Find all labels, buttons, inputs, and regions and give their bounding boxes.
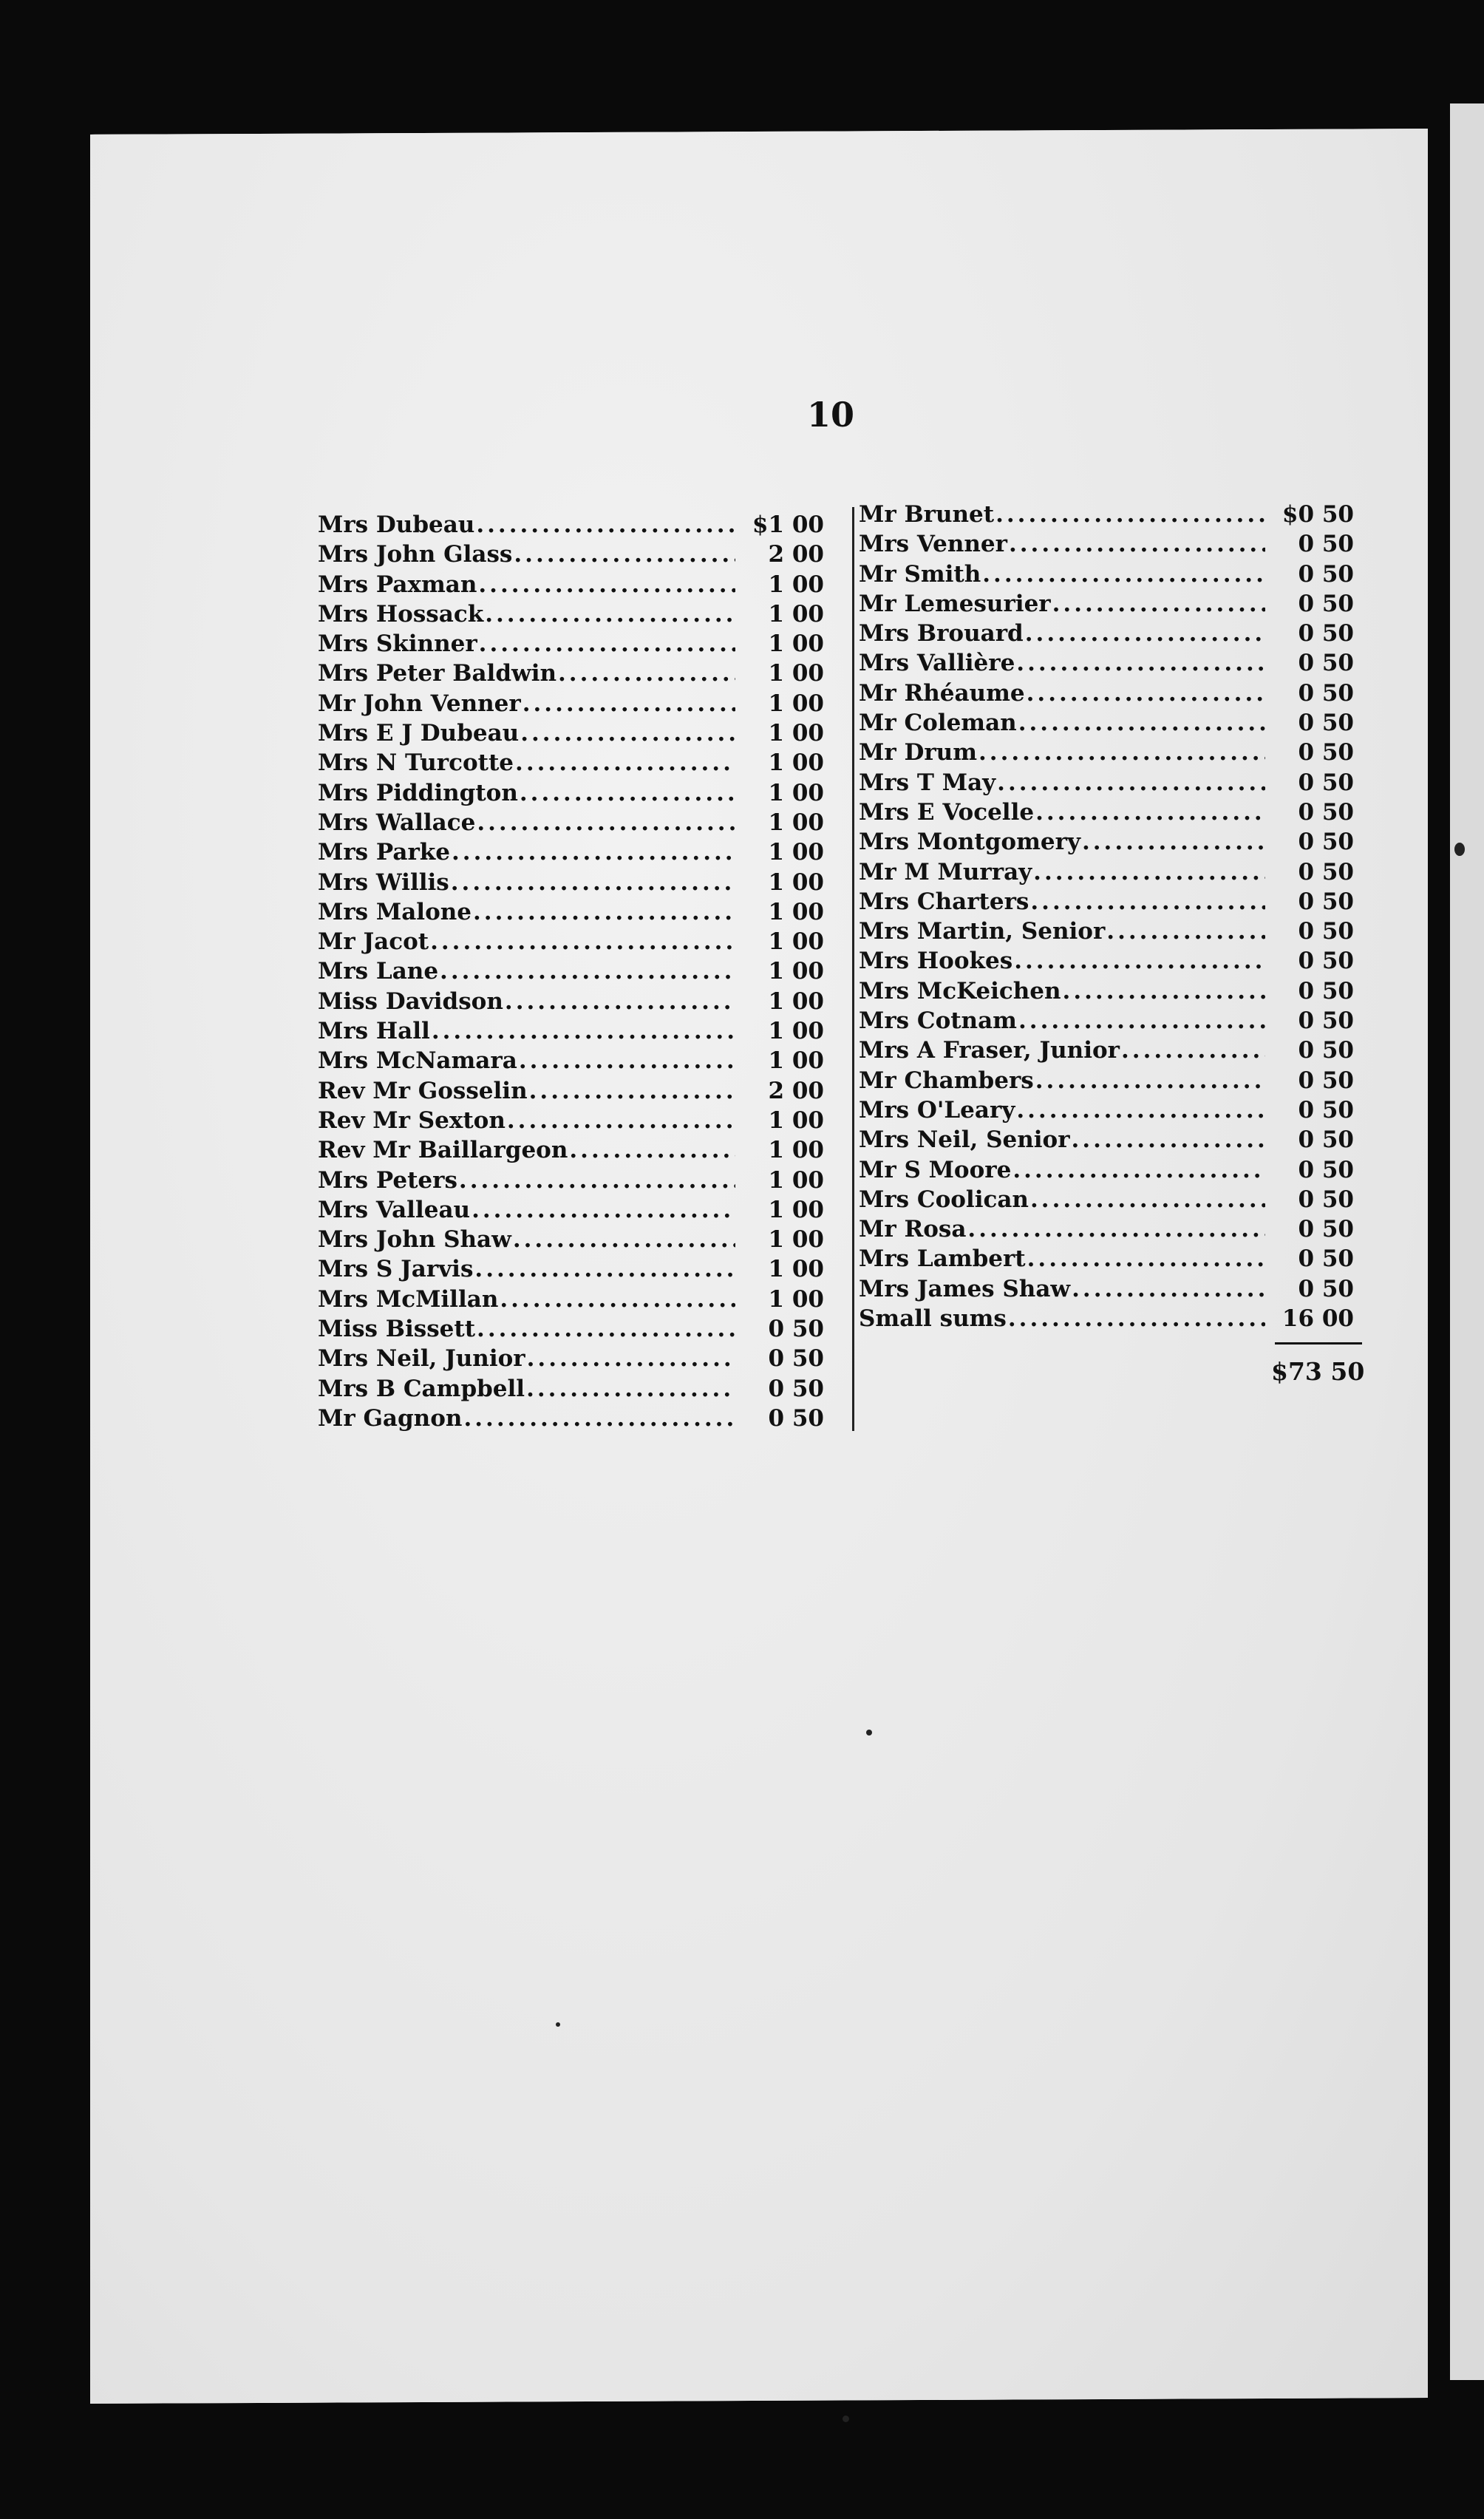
contribution-row xyxy=(859,768,1354,798)
leader-dots xyxy=(521,689,735,718)
leader-dots xyxy=(525,1374,735,1404)
contributor-name: Mr Gagnon xyxy=(318,1404,463,1432)
contribution-row xyxy=(318,956,824,986)
contribution-amount: 0 50 xyxy=(1298,531,1354,558)
contribution-amount: 0 50 xyxy=(1298,560,1354,588)
contribution-amount: 1 00 xyxy=(768,1137,824,1164)
contributor-name: Mr Drum xyxy=(859,739,977,766)
contributor-name: Mr Coleman xyxy=(859,710,1017,737)
print-speck xyxy=(1454,843,1465,856)
contribution-amount: 1 00 xyxy=(768,1285,824,1313)
contribution-amount: 1 00 xyxy=(768,1106,824,1134)
contributor-name: Mr Jacot xyxy=(318,928,429,956)
contribution-amount: 1 00 xyxy=(768,839,824,866)
contributor-name: Mr Lemesurier xyxy=(859,590,1051,617)
leader-dots xyxy=(483,599,735,629)
leader-dots xyxy=(528,1076,735,1106)
contributor-name: Mrs S Jarvis xyxy=(318,1256,474,1283)
contributor-name: Mrs Charters xyxy=(859,888,1029,915)
leader-dots xyxy=(449,868,735,897)
contributor-name: Mrs Lambert xyxy=(859,1245,1026,1273)
contribution-row xyxy=(859,500,1354,529)
contribution-row xyxy=(318,1225,824,1254)
contribution-row xyxy=(318,1195,824,1225)
leader-dots xyxy=(477,570,735,599)
contribution-amount: 0 50 xyxy=(768,1375,824,1402)
leader-dots xyxy=(981,560,1265,589)
contributor-name: Mrs B Campbell xyxy=(318,1375,525,1402)
contribution-row xyxy=(318,1254,824,1284)
contribution-row xyxy=(859,1095,1354,1125)
contributor-name: Mrs N Turcotte xyxy=(318,749,514,777)
contribution-amount: 1 00 xyxy=(768,868,824,896)
leader-dots xyxy=(429,927,735,956)
leader-dots xyxy=(1051,589,1265,619)
leader-dots xyxy=(1061,976,1265,1006)
contribution-amount: 0 50 xyxy=(1298,620,1354,647)
leader-dots xyxy=(477,629,735,659)
contribution-amount: 1 00 xyxy=(768,779,824,806)
leader-dots xyxy=(1012,946,1265,976)
contributor-name: Mrs Willis xyxy=(318,868,449,896)
contribution-row xyxy=(859,1066,1354,1095)
contribution-amount: 1 00 xyxy=(768,1166,824,1194)
leader-dots xyxy=(1026,1244,1265,1274)
contributor-name: Mrs Paxman xyxy=(318,571,477,598)
contributor-name: Mr Rhéaume xyxy=(859,679,1025,707)
contribution-row xyxy=(859,798,1354,827)
contribution-amount: $0 50 xyxy=(1282,501,1354,528)
contribution-amount: 1 00 xyxy=(768,749,824,777)
leader-dots xyxy=(1025,679,1265,708)
contribution-row xyxy=(318,1374,824,1404)
contributor-name: Mrs E Vocelle xyxy=(859,798,1035,826)
contribution-amount: 1 00 xyxy=(768,571,824,598)
leader-dots xyxy=(568,1135,735,1165)
contributor-name: Mrs Malone xyxy=(318,898,472,925)
contributor-name: Mrs Wallace xyxy=(318,809,476,836)
contributor-name: Mrs E J Dubeau xyxy=(318,720,520,747)
leader-dots xyxy=(1105,917,1265,946)
contributor-name: Mrs Neil, Junior xyxy=(318,1345,525,1373)
contribution-amount: 1 00 xyxy=(768,1018,824,1045)
adjacent-page-edge xyxy=(1450,103,1484,2380)
contributor-name: Mrs Montgomery xyxy=(859,829,1080,856)
leader-dots xyxy=(994,500,1265,529)
contributor-name: Mrs O'Leary xyxy=(859,1096,1015,1123)
contribution-row xyxy=(318,540,824,569)
contribution-row xyxy=(318,1314,824,1344)
contribution-row xyxy=(318,1046,824,1075)
contributor-name: Mrs Peters xyxy=(318,1166,457,1194)
contribution-row xyxy=(318,778,824,808)
contributor-name: Mrs Martin, Senior xyxy=(859,918,1106,945)
contribution-row xyxy=(318,1106,824,1135)
leader-dots xyxy=(995,768,1265,798)
leader-dots xyxy=(1120,1036,1265,1065)
contributor-name: Mrs Brouard xyxy=(859,620,1024,647)
contribution-row xyxy=(859,1214,1354,1244)
contributor-name: Mrs McMillan xyxy=(318,1285,499,1313)
leader-dots xyxy=(1070,1125,1265,1155)
contributor-name: Rev Mr Sexton xyxy=(318,1106,506,1134)
contribution-amount: 0 50 xyxy=(1298,710,1354,737)
contribution-amount: 1 00 xyxy=(768,630,824,658)
contribution-amount: 0 50 xyxy=(768,1404,824,1432)
contributor-name: Mr Chambers xyxy=(859,1067,1034,1094)
contribution-row xyxy=(859,1155,1354,1185)
subscriber-list-right xyxy=(859,500,1354,1333)
contributor-name: Mr S Moore xyxy=(859,1156,1012,1183)
contribution-row xyxy=(859,1006,1354,1036)
contribution-amount: 1 00 xyxy=(768,1256,824,1283)
leader-dots xyxy=(1007,529,1265,559)
leader-dots xyxy=(430,1016,735,1046)
contribution-amount: $1 00 xyxy=(752,511,824,538)
contribution-amount: 0 50 xyxy=(1298,1216,1354,1243)
contributor-name: Mrs A Fraser, Junior xyxy=(859,1037,1120,1064)
leader-dots xyxy=(1080,827,1265,857)
contribution-row xyxy=(859,857,1354,887)
leader-dots xyxy=(1029,887,1265,917)
total-amount: $73 50 xyxy=(1271,1357,1365,1386)
contribution-row xyxy=(859,1274,1354,1304)
contribution-row xyxy=(318,689,824,718)
contributor-name: Mrs Venner xyxy=(859,531,1007,558)
contributor-name: Mrs James Shaw xyxy=(859,1275,1071,1302)
contribution-row xyxy=(859,1185,1354,1214)
contribution-amount: 0 50 xyxy=(1298,1245,1354,1273)
contributor-name: Mrs McKeichen xyxy=(859,977,1061,1004)
contributor-name: Mr M Murray xyxy=(859,858,1032,885)
contributor-name: Mr Rosa xyxy=(859,1216,967,1243)
contributor-name: Mrs Vallière xyxy=(859,650,1015,677)
contribution-row xyxy=(859,648,1354,678)
leader-dots xyxy=(1070,1274,1265,1304)
contribution-amount: 1 00 xyxy=(768,720,824,747)
total-rule xyxy=(1275,1342,1362,1345)
contribution-amount: 0 50 xyxy=(1298,798,1354,826)
contribution-amount: 0 50 xyxy=(1298,1186,1354,1213)
contribution-row xyxy=(318,1135,824,1165)
contribution-row xyxy=(859,529,1354,559)
contribution-amount: 2 00 xyxy=(768,1077,824,1104)
leader-dots xyxy=(966,1214,1265,1244)
contributor-name: Mrs Coolican xyxy=(859,1186,1029,1213)
leader-dots xyxy=(1011,1155,1265,1185)
contribution-row xyxy=(318,1344,824,1373)
contribution-row xyxy=(318,570,824,599)
contributor-name: Mrs Peter Baldwin xyxy=(318,660,557,687)
leader-dots xyxy=(1015,648,1265,678)
leader-dots xyxy=(512,540,735,569)
contribution-amount: 0 50 xyxy=(1298,918,1354,945)
contributor-name: Mr John Venner xyxy=(318,690,521,717)
contributor-name: Mrs T May xyxy=(859,769,996,796)
contribution-amount: 0 50 xyxy=(1298,739,1354,766)
contribution-row xyxy=(859,679,1354,708)
leader-dots xyxy=(470,1195,735,1225)
leader-dots xyxy=(1017,708,1265,738)
contribution-amount: 1 00 xyxy=(768,690,824,717)
subscriber-list-left xyxy=(318,510,824,1433)
contribution-row xyxy=(318,1166,824,1195)
contributor-name: Mrs Parke xyxy=(318,839,450,866)
contribution-row xyxy=(318,1285,824,1314)
contributor-name: Mrs McNamara xyxy=(318,1047,517,1075)
contributor-name: Miss Davidson xyxy=(318,987,503,1015)
contribution-amount: 0 50 xyxy=(768,1316,824,1343)
contribution-row xyxy=(859,917,1354,946)
contribution-amount: 16 00 xyxy=(1282,1305,1354,1333)
contribution-amount: 0 50 xyxy=(1298,769,1354,796)
leader-dots xyxy=(1007,1304,1265,1333)
contribution-row xyxy=(318,748,824,778)
column-divider xyxy=(852,507,854,1431)
print-speck xyxy=(866,1730,872,1736)
contributor-name: Mrs Piddington xyxy=(318,779,518,806)
contribution-amount: 0 50 xyxy=(1298,1275,1354,1302)
contribution-amount: 1 00 xyxy=(768,1226,824,1254)
contribution-row xyxy=(859,1125,1354,1155)
contribution-row xyxy=(859,827,1354,857)
contribution-row xyxy=(318,1076,824,1106)
leader-dots xyxy=(518,778,735,808)
contribution-row xyxy=(318,927,824,956)
leader-dots xyxy=(1024,619,1265,648)
page-number: 10 xyxy=(807,395,855,435)
contribution-amount: 0 50 xyxy=(1298,888,1354,915)
leader-dots xyxy=(475,1314,735,1344)
contribution-amount: 0 50 xyxy=(1298,948,1354,975)
contribution-amount: 0 50 xyxy=(1298,1126,1354,1154)
contribution-amount: 0 50 xyxy=(1298,1156,1354,1183)
leader-dots xyxy=(511,1225,735,1254)
contribution-amount: 1 00 xyxy=(768,928,824,956)
contribution-amount: 0 50 xyxy=(1298,977,1354,1004)
contribution-row xyxy=(318,629,824,659)
contribution-row xyxy=(318,599,824,629)
contribution-row xyxy=(859,589,1354,619)
contributor-name: Mrs John Shaw xyxy=(318,1226,511,1254)
contribution-amount: 0 50 xyxy=(1298,1037,1354,1064)
leader-dots xyxy=(519,718,735,748)
contribution-row xyxy=(859,887,1354,917)
leader-dots xyxy=(462,1404,735,1433)
contribution-row xyxy=(859,738,1354,767)
contributor-name: Mrs Hossack xyxy=(318,600,484,628)
contribution-row xyxy=(318,868,824,897)
leader-dots xyxy=(474,510,735,540)
leader-dots xyxy=(1017,1006,1265,1036)
contribution-amount: 0 50 xyxy=(1298,590,1354,617)
contributor-name: Mr Smith xyxy=(859,560,981,588)
contribution-amount: 1 00 xyxy=(768,809,824,836)
contribution-amount: 0 50 xyxy=(768,1345,824,1373)
contribution-row xyxy=(318,1404,824,1433)
leader-dots xyxy=(977,738,1265,767)
contributor-name: Mrs Hall xyxy=(318,1018,430,1045)
leader-dots xyxy=(556,659,735,688)
contribution-row xyxy=(318,808,824,837)
print-speck xyxy=(556,2022,560,2027)
contribution-amount: 0 50 xyxy=(1298,1067,1354,1094)
contribution-amount: 1 00 xyxy=(768,660,824,687)
leader-dots xyxy=(517,1046,735,1075)
contribution-row xyxy=(318,897,824,927)
contribution-row xyxy=(859,708,1354,738)
contributor-name: Mr Brunet xyxy=(859,501,995,528)
contribution-row xyxy=(859,1304,1354,1333)
contributor-name: Miss Bissett xyxy=(318,1316,476,1343)
contributor-name: Small sums xyxy=(859,1305,1007,1333)
contribution-row xyxy=(859,619,1354,648)
contribution-row xyxy=(318,987,824,1016)
leader-dots xyxy=(1032,857,1265,887)
contribution-amount: 1 00 xyxy=(768,898,824,925)
leader-dots xyxy=(1034,1066,1265,1095)
leader-dots xyxy=(506,1106,735,1135)
contribution-amount: 0 50 xyxy=(1298,858,1354,885)
leader-dots xyxy=(498,1285,735,1314)
leader-dots xyxy=(450,837,735,867)
contribution-row xyxy=(318,1016,824,1046)
contribution-amount: 1 00 xyxy=(768,1047,824,1075)
leader-dots xyxy=(457,1166,735,1195)
contributor-name: Rev Mr Gosselin xyxy=(318,1077,528,1104)
contribution-amount: 0 50 xyxy=(1298,679,1354,707)
leader-dots xyxy=(473,1254,735,1284)
contributor-name: Mrs Hookes xyxy=(859,948,1013,975)
contributor-name: Rev Mr Baillargeon xyxy=(318,1137,568,1164)
contribution-amount: 2 00 xyxy=(768,541,824,568)
contributor-name: Mrs John Glass xyxy=(318,541,513,568)
contribution-row xyxy=(859,560,1354,589)
leader-dots xyxy=(472,897,735,927)
leader-dots xyxy=(525,1344,735,1373)
contributor-name: Mrs Neil, Senior xyxy=(859,1126,1070,1154)
contribution-row xyxy=(859,976,1354,1006)
contribution-amount: 0 50 xyxy=(1298,1096,1354,1123)
contribution-amount: 0 50 xyxy=(1298,829,1354,856)
print-speck xyxy=(843,2416,849,2422)
contribution-row xyxy=(318,659,824,688)
contribution-amount: 1 00 xyxy=(768,1196,824,1223)
leader-dots xyxy=(1034,798,1265,827)
leader-dots xyxy=(514,748,735,778)
contributor-name: Mrs Valleau xyxy=(318,1196,471,1223)
contribution-amount: 1 00 xyxy=(768,987,824,1015)
contributor-name: Mrs Lane xyxy=(318,958,439,985)
leader-dots xyxy=(475,808,735,837)
contribution-row xyxy=(859,1036,1354,1065)
leader-dots xyxy=(1029,1185,1265,1214)
contribution-amount: 0 50 xyxy=(1298,1007,1354,1035)
contribution-row xyxy=(318,718,824,748)
contribution-row xyxy=(859,1244,1354,1274)
leader-dots xyxy=(438,956,735,986)
contribution-row xyxy=(318,510,824,540)
contributor-name: Mrs Dubeau xyxy=(318,511,475,538)
contribution-amount: 1 00 xyxy=(768,600,824,628)
contributor-name: Mrs Cotnam xyxy=(859,1007,1017,1035)
leader-dots xyxy=(503,987,735,1016)
contribution-amount: 0 50 xyxy=(1298,650,1354,677)
contributor-name: Mrs Skinner xyxy=(318,630,477,658)
contribution-row xyxy=(318,837,824,867)
leader-dots xyxy=(1015,1095,1265,1125)
contribution-row xyxy=(859,946,1354,976)
contribution-amount: 1 00 xyxy=(768,958,824,985)
